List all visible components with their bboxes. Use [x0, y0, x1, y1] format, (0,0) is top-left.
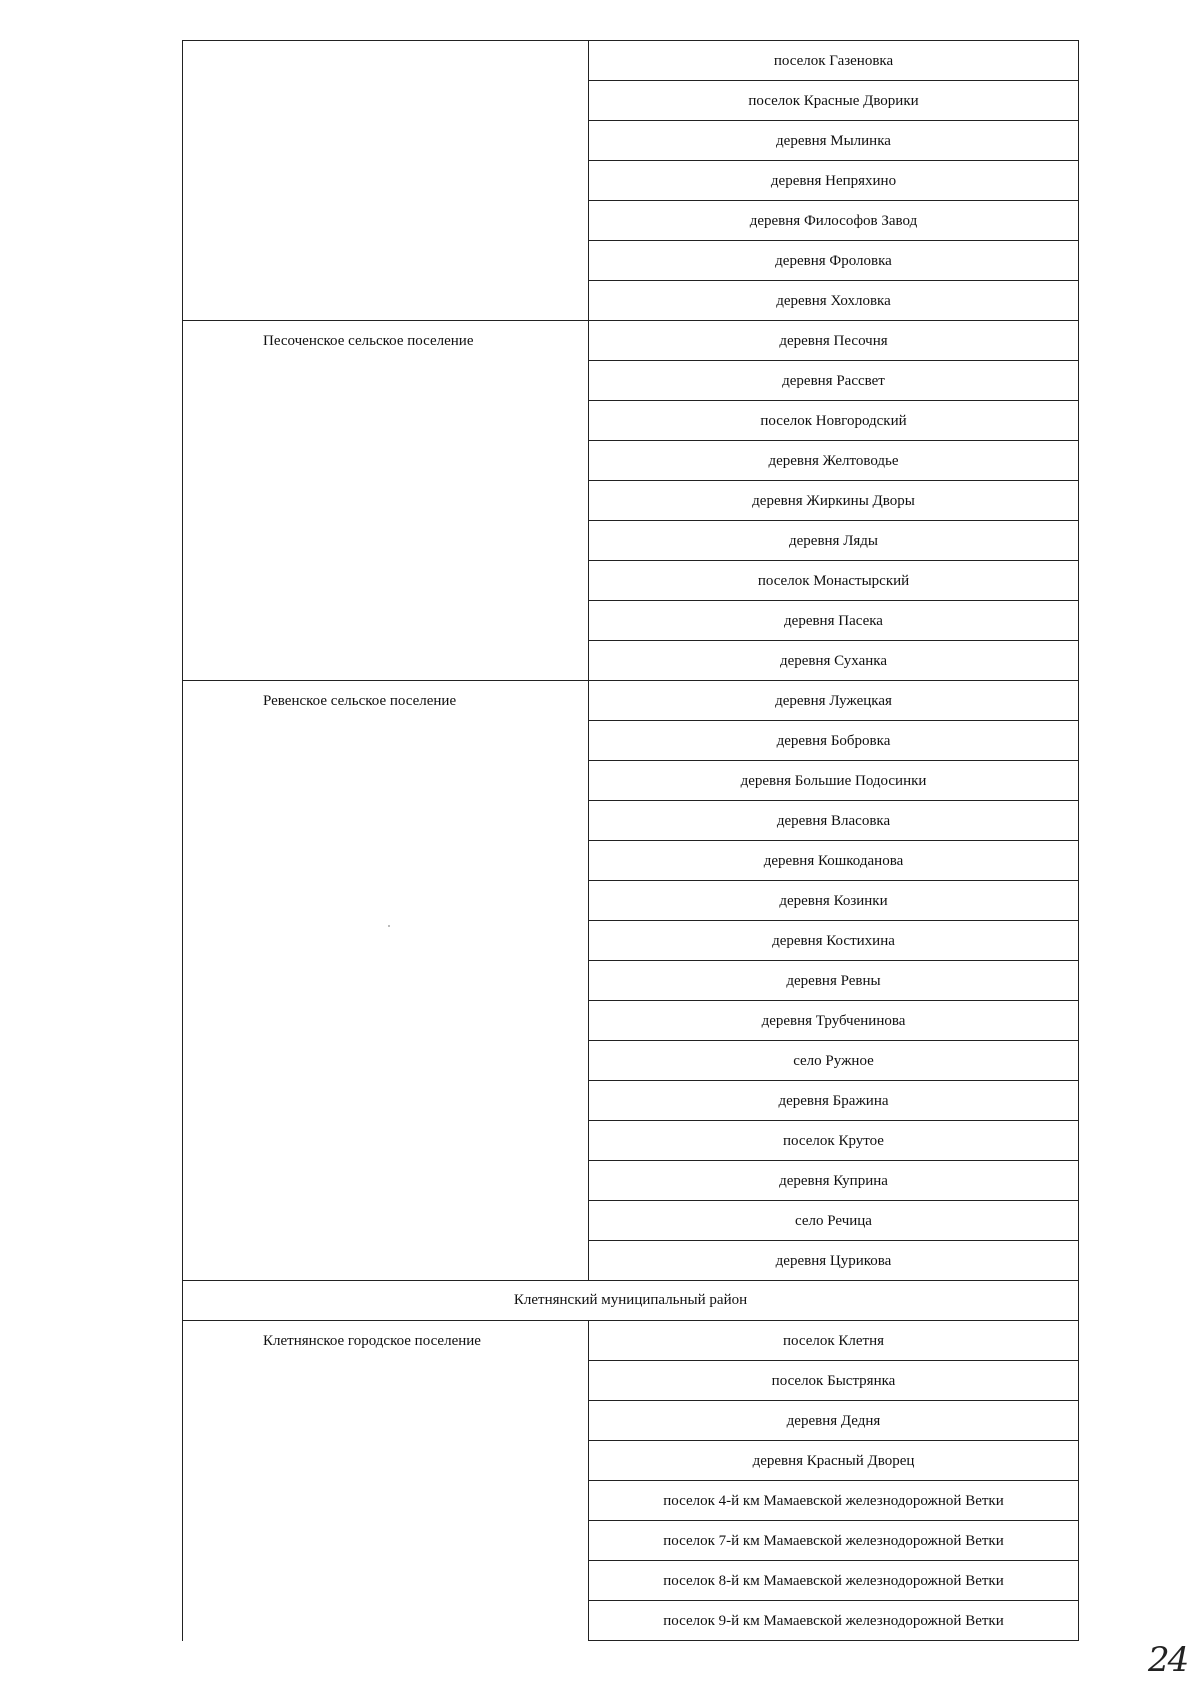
locality-cell [589, 841, 1079, 881]
locality-cell [589, 881, 1079, 921]
locality-cell [589, 521, 1079, 561]
locality-name: деревня Лужецкая [775, 693, 892, 709]
settlement-name-cell [183, 41, 589, 321]
locality-name: деревня Рассвет [782, 373, 885, 389]
table-row [183, 1321, 1079, 1361]
locality-name: поселок Клетня [782, 1333, 885, 1349]
table-row [183, 681, 1079, 721]
locality-name: поселок Новгородский [760, 413, 907, 429]
district-row [183, 1281, 1079, 1321]
locality-name: деревня Философов Завод [749, 213, 918, 229]
locality-cell [589, 1201, 1079, 1241]
locality-name: поселок Крутое [783, 1133, 884, 1149]
locality-name: деревня Фроловка [775, 253, 892, 269]
settlement-name-cell: Песоченское сельское поселение [183, 321, 589, 681]
scan-speck [388, 925, 390, 927]
locality-name: село Речица [795, 1213, 872, 1229]
locality-cell [589, 1561, 1079, 1601]
locality-name: деревня Бобровка [776, 733, 891, 749]
locality-name: деревня Трубченинова [761, 1013, 906, 1029]
locality-name: деревня Ревны [786, 973, 881, 989]
locality-cell [589, 1601, 1079, 1641]
locality-cell [589, 361, 1079, 401]
locality-cell [589, 161, 1079, 201]
locality-name: деревня Красный Дворец [752, 1453, 915, 1469]
locality-name: деревня Ляды [789, 533, 878, 549]
locality-name: поселок 4-й км Мамаевской железнодорожной Ветки [663, 1493, 1004, 1509]
locality-name: поселок Газеновка [773, 53, 894, 69]
locality-cell [589, 1441, 1079, 1481]
locality-cell [589, 601, 1079, 641]
locality-cell [589, 1521, 1079, 1561]
page-number: 24 [1148, 1640, 1188, 1680]
locality-cell [589, 921, 1079, 961]
locality-name: поселок 9-й км Мамаевской железнодорожной Ветки [663, 1613, 1004, 1629]
locality-cell [589, 681, 1079, 721]
locality-name: деревня Куприна [779, 1173, 888, 1189]
locality-cell [589, 1401, 1079, 1441]
locality-name: деревня Непряхино [770, 173, 897, 189]
settlements-table [182, 40, 1079, 1641]
locality-cell [589, 1321, 1079, 1361]
locality-name: деревня Мылинка [776, 133, 891, 149]
locality-name: деревня Суханка [779, 653, 888, 669]
locality-cell [589, 1001, 1079, 1041]
locality-name: деревня Большие Подосинки [740, 773, 927, 789]
locality-cell [589, 1161, 1079, 1201]
locality-cell [589, 1241, 1079, 1281]
locality-cell [589, 121, 1079, 161]
locality-cell [589, 801, 1079, 841]
locality-cell [589, 1481, 1079, 1521]
locality-cell [589, 441, 1079, 481]
locality-name: деревня Бражина [778, 1093, 889, 1109]
locality-name: деревня Цурикова [775, 1253, 892, 1269]
locality-name: деревня Дедня [786, 1413, 881, 1429]
locality-cell [589, 561, 1079, 601]
locality-cell [589, 321, 1079, 361]
settlement-name-cell: Ревенское сельское поселение [183, 681, 589, 1281]
locality-name: поселок 8-й км Мамаевской железнодорожной Ветки [663, 1573, 1004, 1589]
locality-cell [589, 201, 1079, 241]
locality-cell [589, 401, 1079, 441]
locality-cell [589, 281, 1079, 321]
locality-name: деревня Пасека [784, 613, 883, 629]
locality-name: поселок 7-й км Мамаевской железнодорожной Ветки [663, 1533, 1004, 1549]
locality-name: поселок Монастырский [757, 573, 910, 589]
locality-name: деревня Костихина [772, 933, 895, 949]
table-row [183, 321, 1079, 361]
locality-name: деревня Власовка [776, 813, 891, 829]
locality-name: поселок Быстрянка [771, 1373, 896, 1389]
locality-cell [589, 961, 1079, 1001]
locality-name: деревня Желтоводье [768, 453, 899, 469]
locality-cell [589, 241, 1079, 281]
locality-cell [589, 761, 1079, 801]
locality-cell [589, 641, 1079, 681]
locality-cell [589, 481, 1079, 521]
locality-name: деревня Песочня [779, 333, 888, 349]
locality-name: деревня Жиркины Дворы [752, 493, 915, 509]
locality-cell [589, 1081, 1079, 1121]
table-row [183, 41, 1079, 81]
locality-name: деревня Кошкоданова [763, 853, 904, 869]
locality-cell [589, 1041, 1079, 1081]
settlement-name-cell: Клетнянское городское поселение [183, 1321, 589, 1641]
locality-name: деревня Козинки [779, 893, 888, 909]
locality-cell [589, 41, 1079, 81]
locality-name: село Ружное [793, 1053, 874, 1069]
locality-cell [589, 1361, 1079, 1401]
locality-name: деревня Хохловка [776, 293, 891, 309]
locality-name: поселок Красные Дворики [748, 93, 919, 109]
locality-cell [589, 721, 1079, 761]
district-name: Клетнянский муниципальный район [183, 1281, 1079, 1321]
locality-cell [589, 1121, 1079, 1161]
locality-cell [589, 81, 1079, 121]
